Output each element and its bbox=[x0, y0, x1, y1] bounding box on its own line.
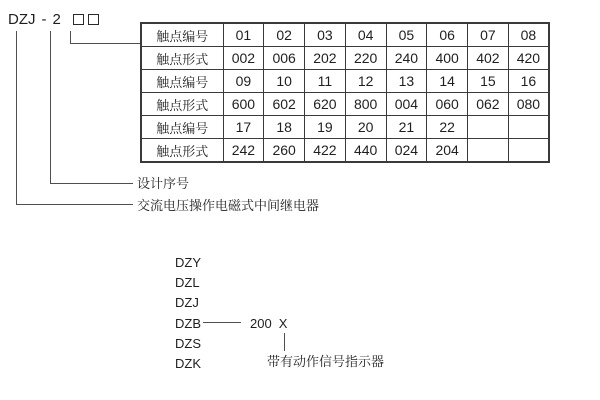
table-cell: 202 bbox=[305, 47, 346, 70]
series-item-dzb: DZB bbox=[175, 315, 201, 331]
table-cell: 620 bbox=[305, 93, 346, 116]
table-cell: 07 bbox=[468, 23, 509, 47]
table-cell: 260 bbox=[264, 139, 305, 163]
table-cell: 220 bbox=[345, 47, 386, 70]
dzb-model-number bbox=[250, 317, 287, 330]
table-cell bbox=[468, 139, 509, 163]
table-cell: 10 bbox=[264, 70, 305, 93]
table-cell: 006 bbox=[264, 47, 305, 70]
table-cell: 204 bbox=[427, 139, 468, 163]
indicator-note: 带有动作信号指示器 bbox=[267, 354, 385, 369]
row-label-cell: 触点形式 bbox=[141, 47, 223, 70]
table-cell: 440 bbox=[345, 139, 386, 163]
table-cell: 18 bbox=[264, 116, 305, 139]
placeholder-square-icon bbox=[73, 14, 84, 25]
callout-line-serial-vertical bbox=[50, 31, 51, 183]
table-cell: 600 bbox=[223, 93, 264, 116]
table-cell: 05 bbox=[386, 23, 427, 47]
table-row bbox=[141, 23, 549, 47]
table-cell: 08 bbox=[508, 23, 549, 47]
table-cell: 242 bbox=[223, 139, 264, 163]
model-separator: - bbox=[41, 11, 47, 28]
table-row bbox=[141, 47, 549, 70]
row-label-cell: 触点形式 bbox=[141, 93, 223, 116]
table-cell: 422 bbox=[305, 139, 346, 163]
model-design-number: 2 bbox=[52, 11, 61, 28]
table-cell: 420 bbox=[508, 47, 549, 70]
table-cell bbox=[508, 116, 549, 139]
series-item-dzy: DZY bbox=[175, 255, 201, 270]
table-cell: 602 bbox=[264, 93, 305, 116]
row-label-cell: 触点编号 bbox=[141, 116, 223, 139]
series-list bbox=[175, 253, 201, 374]
series-item-dzl: DZL bbox=[175, 275, 200, 291]
table-cell: 240 bbox=[386, 47, 427, 70]
table-cell: 062 bbox=[468, 93, 509, 116]
callout-line-table-horizontal bbox=[70, 43, 140, 44]
table-cell: 16 bbox=[508, 70, 549, 93]
contact-table bbox=[140, 22, 550, 163]
table-cell: 01 bbox=[223, 23, 264, 47]
table-cell: 14 bbox=[427, 70, 468, 93]
table-cell: 20 bbox=[345, 116, 386, 139]
table-cell: 11 bbox=[305, 70, 346, 93]
table-cell: 06 bbox=[427, 23, 468, 47]
model-prefix: DZJ bbox=[8, 11, 36, 28]
dzb-number: 200 bbox=[250, 316, 272, 331]
callout-line-relay-horizontal bbox=[16, 204, 133, 205]
table-row bbox=[141, 139, 549, 163]
table-cell: 13 bbox=[386, 70, 427, 93]
table-cell: 402 bbox=[468, 47, 509, 70]
callout-line-serial-horizontal bbox=[50, 183, 133, 184]
table-cell: 400 bbox=[427, 47, 468, 70]
table-cell: 04 bbox=[345, 23, 386, 47]
table-row bbox=[141, 116, 549, 139]
series-item-dzj: DZJ bbox=[175, 295, 199, 311]
table-cell: 22 bbox=[427, 116, 468, 139]
table-cell bbox=[508, 139, 549, 163]
table-cell: 15 bbox=[468, 70, 509, 93]
row-label-cell: 触点形式 bbox=[141, 139, 223, 163]
table-cell: 024 bbox=[386, 139, 427, 163]
table-cell: 002 bbox=[223, 47, 264, 70]
table-cell: 02 bbox=[264, 23, 305, 47]
table-cell: 800 bbox=[345, 93, 386, 116]
table-cell: 21 bbox=[386, 116, 427, 139]
table-cell: 060 bbox=[427, 93, 468, 116]
table-cell bbox=[468, 116, 509, 139]
dzb-variant: X bbox=[278, 316, 288, 331]
table-row bbox=[141, 70, 549, 93]
placeholder-square-icon bbox=[88, 14, 99, 25]
table-cell: 09 bbox=[223, 70, 264, 93]
table-cell: 004 bbox=[386, 93, 427, 116]
model-code bbox=[8, 11, 99, 28]
relay-type-label: 交流电压操作电磁式中间继电器 bbox=[137, 198, 320, 213]
table-cell: 17 bbox=[223, 116, 264, 139]
series-item-dzk: DZK bbox=[175, 355, 201, 371]
design-serial-label: 设计序号 bbox=[137, 176, 190, 191]
series-item-dzs: DZS bbox=[175, 335, 201, 351]
row-label-cell: 触点编号 bbox=[141, 23, 223, 47]
row-label-cell: 触点编号 bbox=[141, 70, 223, 93]
table-row bbox=[141, 93, 549, 116]
table-cell: 080 bbox=[508, 93, 549, 116]
table-cell: 03 bbox=[305, 23, 346, 47]
indicator-connector-line bbox=[284, 333, 285, 351]
dzb-connector-line bbox=[203, 322, 241, 323]
table-cell: 12 bbox=[345, 70, 386, 93]
callout-line-relay-vertical bbox=[16, 31, 17, 204]
table-cell: 19 bbox=[305, 116, 346, 139]
